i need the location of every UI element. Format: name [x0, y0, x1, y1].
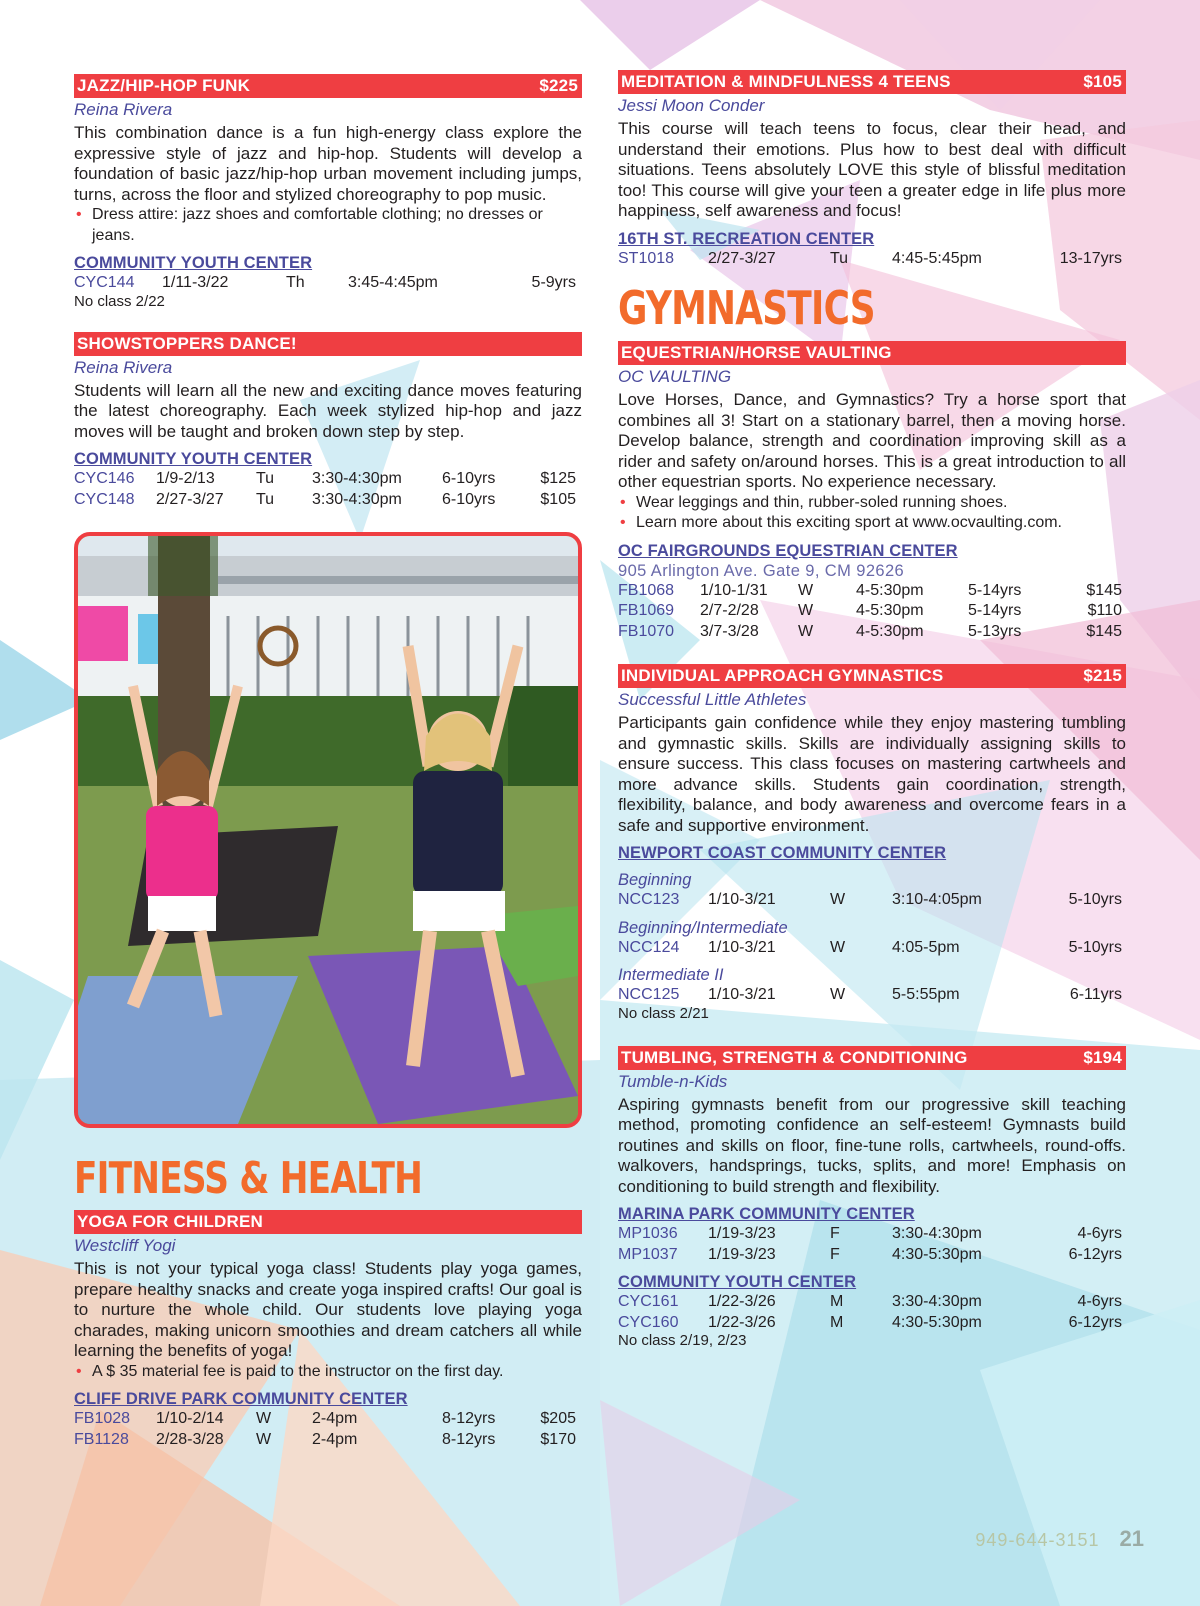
schedule-row — [74, 490, 582, 511]
class-dates: 1/10-2/14 — [156, 1410, 224, 1427]
instructor: Reina Rivera — [74, 100, 173, 119]
class-title: JAZZ/HIP-HOP FUNK — [77, 76, 251, 95]
class-age: 6-11yrs — [1069, 986, 1122, 1003]
class-age: 5-9yrs — [531, 274, 576, 291]
class-code: MP1036 — [618, 1225, 678, 1242]
level-label: Intermediate II — [618, 966, 724, 984]
class-time: 4:30-5:30pm — [892, 1245, 982, 1263]
class-age: 4-6yrs — [1077, 1293, 1122, 1310]
class-time: 4-5:30pm — [856, 581, 924, 599]
class-tumbling — [618, 1046, 1126, 1350]
class-title: SHOWSTOPPERS DANCE! — [77, 333, 297, 353]
bullet-item — [74, 1362, 582, 1383]
class-price: $125 — [540, 470, 576, 487]
bullet-text: Learn more about this exciting sport at www.ocvaulting.com. — [636, 514, 1062, 531]
class-time: 3:10-4:05pm — [892, 891, 982, 908]
class-meditation — [618, 70, 1126, 269]
class-time: 3:30-4:30pm — [312, 490, 402, 508]
class-code: NCC124 — [618, 938, 680, 956]
class-title: YOGA FOR CHILDREN — [77, 1212, 263, 1231]
class-day: W — [830, 891, 846, 908]
bullet-list — [74, 205, 582, 246]
class-day: Th — [286, 274, 305, 291]
bullet-list — [74, 1362, 582, 1383]
class-code: NCC125 — [618, 986, 680, 1003]
class-age: 8-12yrs — [442, 1410, 496, 1427]
schedule-row — [618, 938, 1126, 959]
class-showstoppers — [74, 332, 582, 511]
bullet-list — [618, 493, 1126, 534]
location-link[interactable]: OC FAIRGROUNDS EQUESTRIAN CENTER — [618, 541, 958, 560]
class-title-bar — [74, 332, 582, 356]
instructor: Tumble-n-Kids — [618, 1071, 728, 1091]
class-age: 6-10yrs — [442, 470, 496, 487]
class-dates: 1/10-3/21 — [708, 891, 776, 908]
class-day: W — [798, 581, 814, 599]
schedule-row — [618, 985, 1126, 1006]
class-day: W — [830, 938, 846, 956]
class-title-bar — [618, 341, 1126, 365]
class-description: This combination dance is a fun high-energy class explore the expressive style of jazz and hip-hop. Students will develop a foundation of basic jazz/hip-hop urban movement including jumps, turns, across the floor and stylized choreography to pop music. — [74, 123, 582, 204]
class-description: Students will learn all the new and exciting dance moves featuring the latest choreography. Each week stylized hip-hop and jazz moves will be taught and broken down step by step. — [74, 380, 582, 441]
class-title: EQUESTRIAN/HORSE VAULTING — [621, 343, 892, 362]
bullet-text: Wear leggings and thin, rubber-soled running shoes. — [636, 493, 1008, 511]
class-price: $145 — [1086, 581, 1122, 599]
schedule-row — [618, 890, 1126, 911]
location-link[interactable]: CLIFF DRIVE PARK COMMUNITY CENTER — [74, 1390, 408, 1408]
class-price: $105 — [540, 490, 576, 508]
class-title: TUMBLING, STRENGTH & CONDITIONING — [621, 1047, 968, 1067]
class-dates: 1/19-3/23 — [708, 1245, 776, 1263]
class-price: $215 — [1083, 666, 1122, 685]
class-code: CYC148 — [74, 490, 135, 508]
bullet-text: A $ 35 material fee is paid to the instructor on the first day. — [92, 1362, 504, 1380]
class-dates: 2/27-3/27 — [156, 490, 224, 508]
class-day: M — [830, 1313, 844, 1331]
class-age: 6-12yrs — [1068, 1313, 1122, 1331]
class-dates: 1/10-1/31 — [700, 581, 768, 599]
class-title-bar — [618, 1046, 1126, 1070]
section-heading-gymnastics: GYMNASTICS — [618, 281, 875, 335]
location-link[interactable]: COMMUNITY YOUTH CENTER — [618, 1273, 857, 1291]
class-description: Participants gain confidence while they enjoy mastering tumbling and gymnastic skills. Skills are individually assigning skills to ensure success. This class focuses on mastering cartwheels and more advance skills. Students gain coordination, strength, flexibility, balance, and body awareness and overcome fears in a safe and supportive environment. — [618, 713, 1126, 835]
schedule-row — [74, 1409, 582, 1430]
class-time: 5-5:55pm — [892, 986, 960, 1003]
location-address: 905 Arlington Ave. Gate 9, CM 92626 — [618, 561, 905, 580]
class-age: 6-12yrs — [1068, 1245, 1122, 1263]
instructor: Successful Little Athletes — [618, 690, 807, 709]
bullet-dot-icon: • — [620, 514, 626, 531]
class-dates: 1/22-3/26 — [708, 1293, 776, 1310]
class-time: 2-4pm — [312, 1410, 358, 1427]
class-age: 13-17yrs — [1059, 249, 1122, 267]
class-title: MEDITATION & MINDFULNESS 4 TEENS — [621, 72, 951, 91]
bullet-dot-icon: • — [620, 493, 626, 511]
instructor: Jessi Moon Conder — [618, 96, 765, 115]
class-time: 2-4pm — [312, 1430, 358, 1448]
class-code: FB1028 — [74, 1410, 131, 1427]
class-day: Tu — [256, 470, 275, 487]
class-dates: 1/22-3/26 — [708, 1313, 776, 1331]
instructor: Reina Rivera — [74, 357, 173, 377]
class-day: F — [830, 1225, 840, 1242]
phone-number: 949-644-3151 — [975, 1530, 1100, 1550]
class-price: $145 — [1086, 622, 1122, 640]
class-day: W — [830, 986, 846, 1003]
location-link[interactable]: COMMUNITY YOUTH CENTER — [74, 254, 313, 272]
class-time: 4:45-5:45pm — [892, 249, 982, 267]
class-title-bar — [74, 1210, 582, 1234]
class-day: Tu — [256, 490, 275, 508]
schedule-note: No class 2/22 — [74, 292, 165, 310]
class-title-bar — [618, 70, 1126, 94]
class-price: $105 — [1083, 72, 1122, 91]
instructor: Westcliff Yogi — [74, 1236, 176, 1255]
class-jazz-hip-hop — [74, 74, 582, 310]
class-code: FB1069 — [618, 602, 675, 619]
class-code: FB1068 — [618, 581, 675, 599]
class-day: W — [256, 1410, 272, 1427]
class-time: 3:30-4:30pm — [892, 1225, 982, 1242]
class-code: CYC161 — [618, 1293, 679, 1310]
class-equestrian — [618, 341, 1126, 642]
instructor: OC VAULTING — [618, 367, 732, 386]
class-dates: 1/19-3/23 — [708, 1225, 776, 1242]
class-price: $225 — [539, 76, 578, 95]
right-column — [618, 70, 1126, 1349]
schedule-row — [618, 1292, 1126, 1313]
class-age: 5-10yrs — [1068, 891, 1122, 908]
class-title: INDIVIDUAL APPROACH GYMNASTICS — [621, 666, 944, 685]
class-description: Aspiring gymnasts benefit from our progressive skill teaching method, promoting confidence an self-esteem! Gymnasts build routines and skills on floor, fine-tune rolls, cartwheels, round-offs. walkovers, handsprings, tucks, splits, and more! Emphasis on conditioning to build strength and flexibility. — [618, 1094, 1126, 1196]
schedule-row — [74, 1430, 582, 1451]
class-code: CYC160 — [618, 1313, 679, 1331]
bullet-item — [74, 205, 582, 246]
schedule-row — [618, 601, 1126, 622]
bullet-dot-icon: • — [76, 1362, 82, 1380]
class-dates: 1/10-3/21 — [708, 938, 776, 956]
bullet-dot-icon: • — [76, 206, 82, 223]
class-time: 3:30-4:30pm — [312, 470, 402, 487]
schedule-row — [618, 1224, 1126, 1245]
bullet-item — [618, 493, 1126, 514]
class-day: F — [830, 1245, 840, 1263]
page-number: 21 — [1119, 1526, 1144, 1551]
class-code: MP1037 — [618, 1245, 678, 1263]
class-dates: 1/9-2/13 — [156, 470, 215, 487]
photo-illustration — [78, 536, 578, 1124]
location-link[interactable]: 16TH ST. RECREATION CENTER — [618, 229, 875, 248]
class-day: Tu — [830, 249, 849, 267]
schedule-row — [618, 622, 1126, 643]
class-code: CYC146 — [74, 470, 135, 487]
page-footer — [975, 1526, 1144, 1552]
location-link[interactable]: MARINA PARK COMMUNITY CENTER — [618, 1205, 915, 1223]
location-link[interactable]: NEWPORT COAST COMMUNITY CENTER — [618, 844, 947, 862]
class-day: W — [798, 602, 814, 619]
class-day: W — [798, 622, 814, 640]
class-dates: 2/28-3/28 — [156, 1430, 224, 1448]
schedule-row — [618, 249, 1126, 270]
class-day: W — [256, 1430, 272, 1448]
class-age: 5-14yrs — [968, 581, 1022, 599]
class-yoga — [74, 1210, 582, 1450]
class-price: $170 — [540, 1430, 576, 1448]
schedule-note: No class 2/21 — [618, 1004, 709, 1022]
class-time: 4-5:30pm — [856, 602, 924, 619]
class-time: 4-5:30pm — [856, 622, 924, 640]
class-age: 5-14yrs — [968, 602, 1022, 619]
class-age: 8-12yrs — [442, 1430, 496, 1448]
schedule-note: No class 2/19, 2/23 — [618, 1332, 747, 1349]
class-description: This course will teach teens to focus, clear their head, and understand their emotions. Plus how to best deal with difficult situations. Teens absolutely LOVE this style of blissful meditation too! This course will give your teen a greater edge in life plus more happiness, self awareness and focus! — [618, 119, 1126, 220]
class-dates: 1/11-3/22 — [162, 274, 229, 291]
class-dates: 2/7-2/28 — [700, 602, 759, 619]
class-day: M — [830, 1293, 844, 1310]
bullet-item — [618, 513, 1126, 534]
class-age: 4-6yrs — [1077, 1225, 1122, 1242]
class-individual-gymnastics — [618, 664, 1126, 1022]
photo-yoga-children — [74, 532, 582, 1128]
class-age: 5-10yrs — [1068, 938, 1122, 956]
class-code: CYC144 — [74, 274, 135, 291]
class-title-bar — [618, 664, 1126, 688]
level-label: Beginning/Intermediate — [618, 918, 788, 937]
schedule-row — [618, 1245, 1126, 1266]
schedule-row — [74, 273, 582, 294]
class-price: $205 — [540, 1410, 576, 1427]
bullet-text: Dress attire: jazz shoes and comfortable clothing; no dresses or jeans. — [92, 206, 543, 244]
class-price: $110 — [1087, 602, 1122, 619]
class-dates: 2/27-3/27 — [708, 249, 776, 267]
class-title-bar — [74, 74, 582, 98]
class-description: Love Horses, Dance, and Gymnastics? Try a horse sport that combines all 3! Start on a stationary barrel, then a moving horse. Develop balance, strength and coordination improving skill as a rider and safety on/around horses. This is a great introduction to all other equestrian sports. No experience necessary. — [618, 390, 1126, 491]
class-age: 5-13yrs — [968, 622, 1022, 640]
schedule-row — [618, 1313, 1126, 1334]
class-code: FB1070 — [618, 622, 675, 640]
class-description: This is not your typical yoga class! Students play yoga games, prepare healthy snacks and create yoga inspired crafts! Our goal is to nurture the whole child. Our students love playing yoga charades, making unicorn smoothies and dream catchers all while learning the benefits of yoga! — [74, 1259, 582, 1360]
left-column — [74, 74, 582, 1450]
schedule-row — [74, 469, 582, 490]
class-dates: 1/10-3/21 — [708, 986, 776, 1003]
class-dates: 3/7-3/28 — [700, 622, 759, 640]
class-age: 6-10yrs — [442, 490, 496, 508]
schedule-row — [618, 581, 1126, 602]
class-code: FB1128 — [74, 1430, 129, 1448]
class-time: 3:30-4:30pm — [892, 1293, 982, 1310]
class-price: $194 — [1083, 1047, 1122, 1067]
location-link[interactable]: COMMUNITY YOUTH CENTER — [74, 450, 313, 468]
class-time: 4:05-5pm — [892, 938, 960, 956]
class-time: 4:30-5:30pm — [892, 1313, 982, 1331]
class-code: NCC123 — [618, 891, 680, 908]
class-time: 3:45-4:45pm — [348, 274, 438, 291]
level-label: Beginning — [618, 871, 692, 889]
class-code: ST1018 — [618, 249, 675, 267]
section-heading-fitness: FITNESS & HEALTH — [74, 1153, 423, 1204]
